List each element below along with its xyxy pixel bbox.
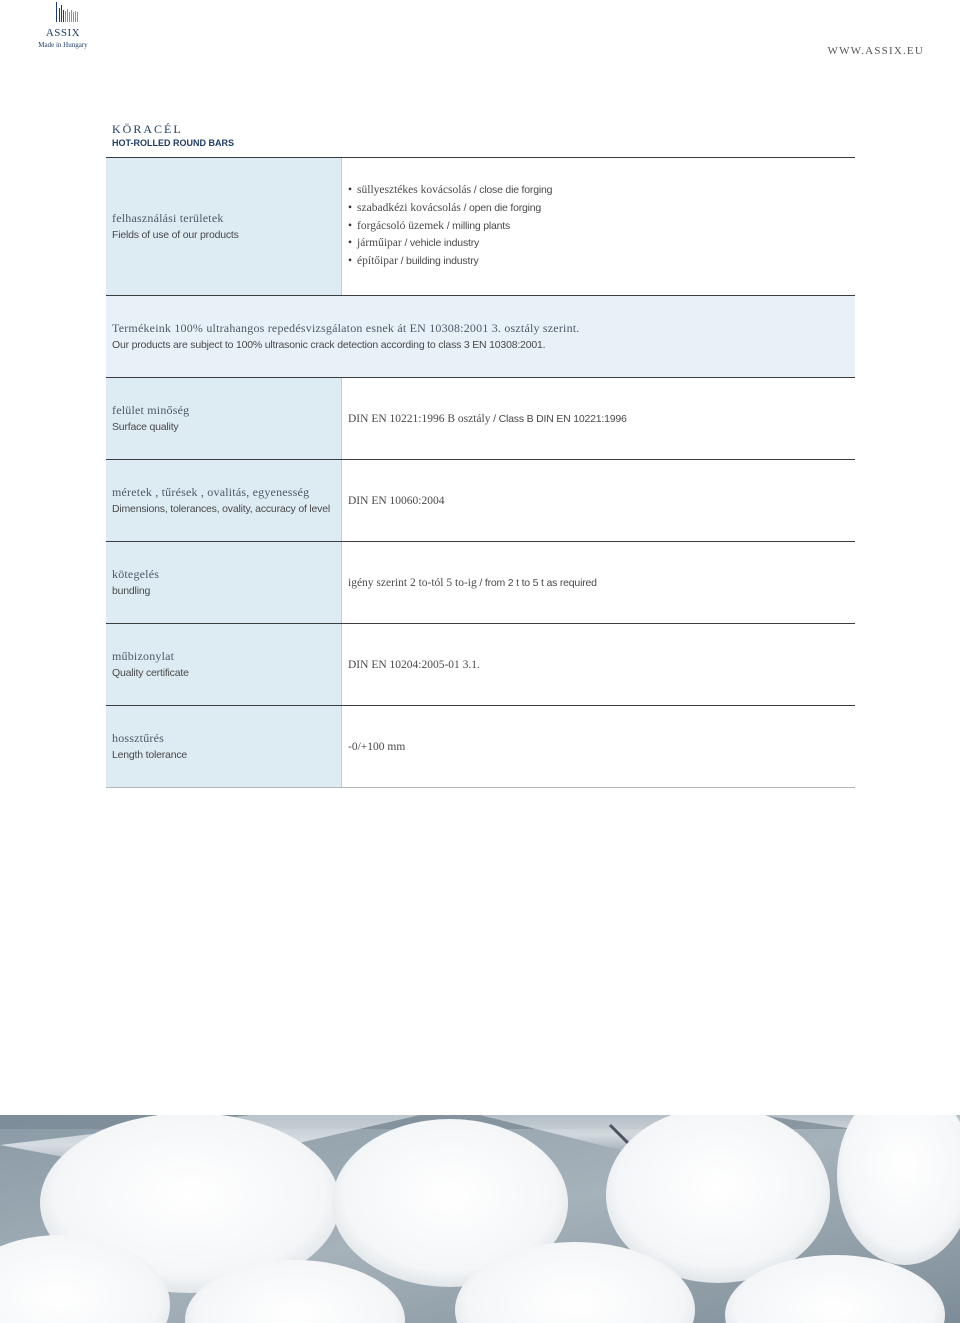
spec-value-en: / from 2 t to 5 t as required [476,576,597,589]
fields-of-use-label-en: Fields of use of our products [112,229,239,241]
spec-label-en: Length tolerance [112,749,188,761]
spec-value-hu: DIN EN 10204:2005-01 3.1. [348,658,480,671]
product-title-en: HOT-ROLLED ROUND BARS [112,138,234,148]
assix-bars-logo-icon [46,2,80,26]
spec-label-en: Surface quality [112,421,179,433]
spec-row-dimensions [106,459,855,541]
notice-hu: Termékeink 100% ultrahangos repedésvizsgálaton esnek át EN 10308:2001 3. osztály szerint. [112,321,580,335]
spec-value-hu: igény szerint 2 to-tól 5 to-ig [348,576,477,589]
spec-label-hu: méretek , tűrések , ovalitás, egyenesség [112,485,310,499]
spec-value [342,624,855,705]
fields-of-use-list [348,182,849,271]
fields-of-use-label [106,158,342,295]
spec-label [106,706,342,787]
fields-of-use-row [106,157,855,295]
brand-logo [34,2,92,49]
spec-label-en: Dimensions, tolerances, ovality, accuracy of level [112,503,330,515]
spec-label [106,542,342,623]
spec-label-hu: kötegelés [112,567,160,581]
spec-label [106,624,342,705]
fields-of-use-values [342,158,855,295]
spec-label-en: Quality certificate [112,667,189,679]
product-heading [112,122,234,148]
spec-row-bundling [106,541,855,623]
website-link[interactable]: WWW.ASSIX.EU [827,45,924,57]
spec-label [106,378,342,459]
list-item: • szabadkézi kovácsolás / open die forging [348,200,849,218]
product-title-hu: KÖRACÉL [112,122,183,136]
spec-value [342,378,855,459]
spec-value-hu: DIN EN 10221:1996 B osztály [348,412,491,425]
brand-name: ASSIX [45,27,81,39]
spec-label [106,460,342,541]
list-item: • süllyesztékes kovácsolás / close die forging [348,182,849,200]
spec-label-hu: hossztűrés [112,731,164,745]
spec-label-hu: műbizonylat [112,649,175,663]
spec-value-hu: -0/+100 mm [348,740,406,753]
notice-en: Our products are subject to 100% ultrasonic crack detection according to class 3 EN 10308:2001. [112,339,546,351]
ultrasonic-notice [106,295,855,377]
spec-value [342,460,855,541]
list-item: • építőipar / building industry [348,253,849,271]
spec-row-length-tolerance [106,705,855,788]
spec-value-hu: DIN EN 10060:2004 [348,494,445,507]
list-item: • forgácsoló üzemek / milling plants [348,218,849,236]
list-item: • járműipar / vehicle industry [348,235,849,253]
spec-table [106,157,855,788]
spec-value [342,706,855,787]
brand-tagline: Made in Hungary [38,41,88,49]
spec-value [342,542,855,623]
spec-label-hu: felület minőség [112,403,190,417]
spec-value-en: / Class B DIN EN 10221:1996 [490,412,627,425]
spec-label-en: bundling [112,585,151,597]
round-bars-photo [0,1115,960,1323]
steel-bars-image [0,1115,960,1323]
spec-row-surface-quality [106,377,855,459]
spec-row-quality-certificate [106,623,855,705]
fields-of-use-label-hu: felhasználási területek [112,211,224,225]
